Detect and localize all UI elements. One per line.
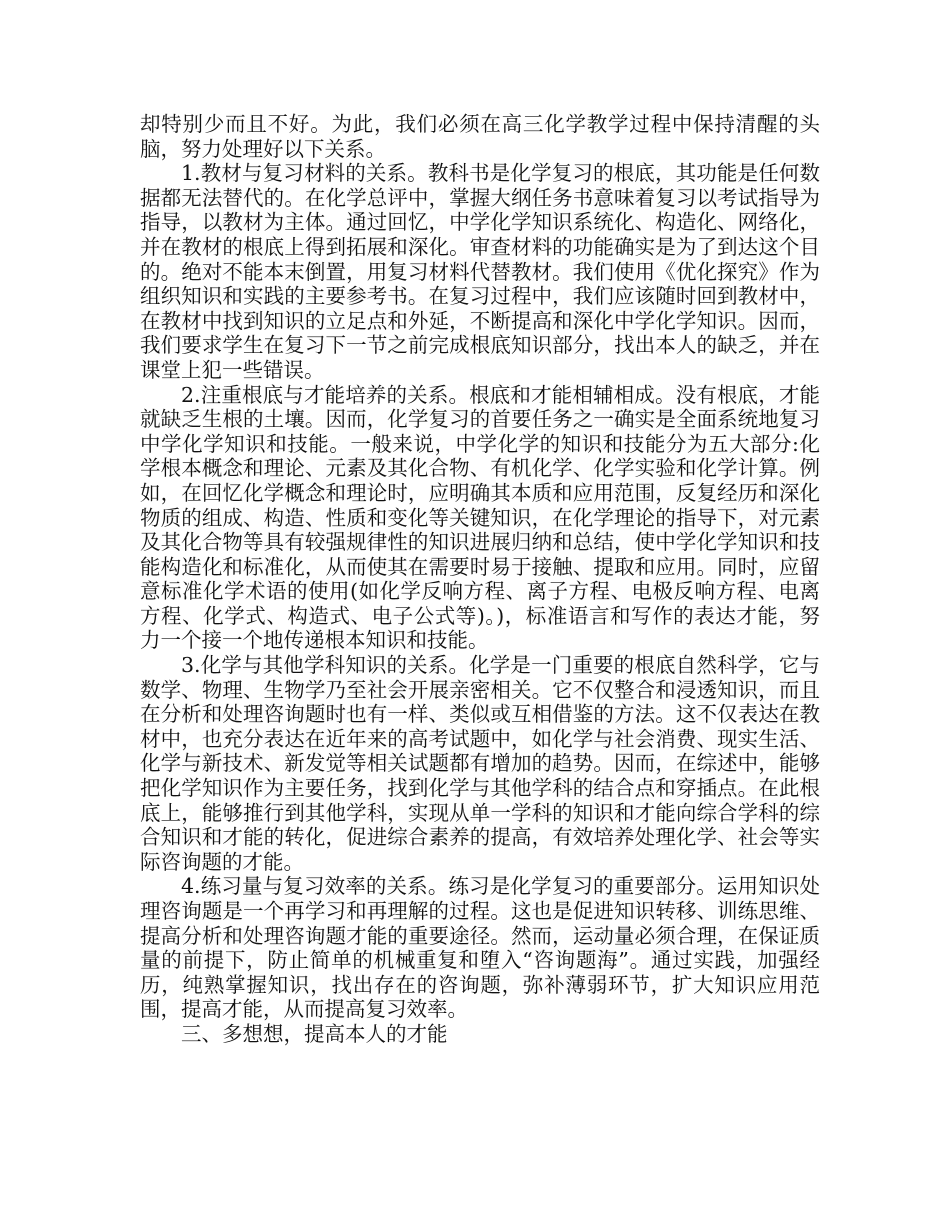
paragraph-foundation-ability: 2.注重根底与才能培养的关系。根底和才能相辅相成。没有根底，才能就缺乏生根的土壤。因而，化学复习的首要任务之一确实是全面系统地复习中学化学知识和技能。一般来说，中学化学的知识和技能分为五大部分:化学根本概念和理论、元素及其化合物、有机化学、化学实验和化学计算。例如，在回忆化学概念和理论时，应明确其本质和应用范围，反复经历和深化物质的组成、构造、性质和变化等关键知识，在化学理论的指导下，对元素及其化合物等具有较强规律性的知识进展归纳和总结，使中学化学知识和技能构造化和标准化，从而使其在需要时易于接触、提取和应用。同时，应留意标准化学术语的使用(如化学反响方程、离子方程、电极反响方程、电离方程、化学式、构造式、电子公式等)。)，标准语言和写作的表达才能，努力一个接一个地传递根本知识和技能。 [140, 382, 820, 653]
document-body [140, 112, 820, 1047]
paragraph-textbook-relation: 1.教材与复习材料的关系。教科书是化学复习的根底，其功能是任何数据都无法替代的。在化学总评中，掌握大纲任务书意味着复习以考试指导为指导，以教材为主体。通过回忆，中学化学知识系统化、构造化、网络化，并在教材的根底上得到拓展和深化。审查材料的功能确实是为了到达这个目的。绝对不能本末倒置，用复习材料代替教材。我们使用《优化探究》作为组织知识和实践的主要参考书。在复习过程中，我们应该随时回到教材中，在教材中找到知识的立足点和外延，不断提高和深化中学化学知识。因而，我们要求学生在复习下一节之前完成根底知识部分，找出本人的缺乏，并在课堂上犯一些错误。 [140, 161, 820, 382]
section-heading-three: 三、多想想，提高本人的才能 [181, 1021, 448, 1046]
paragraph-continuation: 却特别少而且不好。为此，我们必须在高三化学教学过程中保持清醒的头脑，努力处理好以下关系。 [140, 112, 820, 161]
paragraph-practice-efficiency: 4.练习量与复习效率的关系。练习是化学复习的重要部分。运用知识处理咨询题是一个再学习和再理解的过程。这也是促进知识转移、训练思维、提高分析和处理咨询题才能的重要途径。然而，运动量必须合理，在保证质量的前提下，防止简单的机械重复和堕入“咨询题海”。通过实践，加强经历，纯熟掌握知识，找出存在的咨询题，弥补薄弱环节，扩大知识应用范围，提高才能，从而提高复习效率。 [140, 874, 820, 1022]
paragraph-other-subjects: 3.化学与其他学科知识的关系。化学是一门重要的根底自然科学，它与数学、物理、生物学乃至社会开展亲密相关。它不仅整合和浸透知识，而且在分析和处理咨询题时也有一样、类似或互相借鉴的方法。这不仅表达在教材中，也充分表达在近年来的高考试题中，如化学与社会消费、现实生活、化学与新技术、新发觉等相关试题都有增加的趋势。因而，在综述中，能够把化学知识作为主要任务，找到化学与其他学科的结合点和穿插点。在此根底上，能够推行到其他学科，实现从单一学科的知识和才能向综合学科的综合知识和才能的转化，促进综合素养的提高，有效培养处理化学、社会等实际咨询题的才能。 [140, 653, 820, 874]
